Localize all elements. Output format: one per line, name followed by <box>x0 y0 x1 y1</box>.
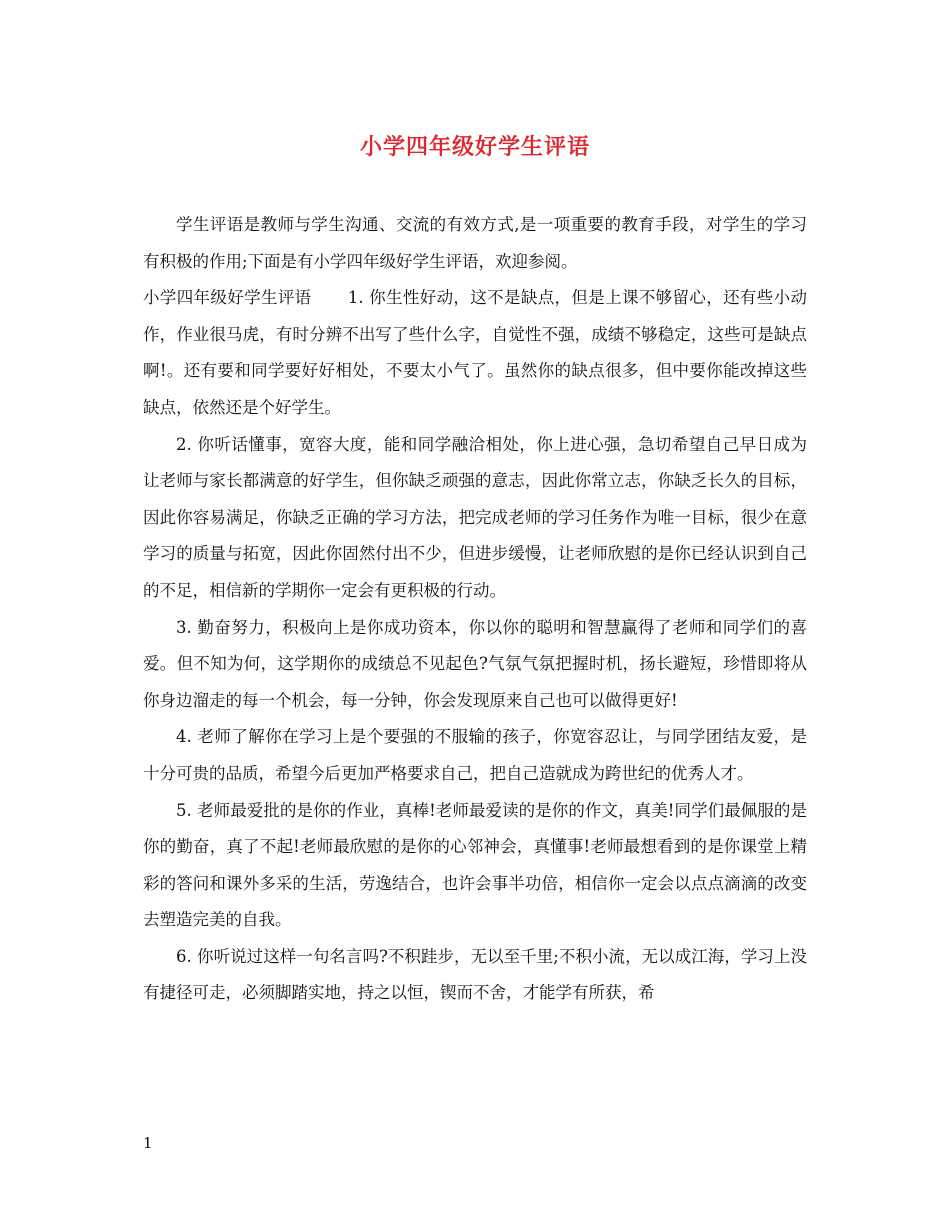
item-1-paragraph <box>143 280 807 426</box>
item-2-paragraph: 2. 你听话懂事，宽容大度，能和同学融洽相处，你上进心强，急切希望自己早日成为让老师与家长都满意的好学生，但你缺乏顽强的意志，因此你常立志，你缺乏长久的目标，因此你容易满足，你缺乏正确的学习方法，把完成老师的学习任务作为唯一目标，很少在意学习的质量与拓宽，因此你固然付出不少，但进步缓慢，让老师欣慰的是你已经认识到自己的不足，相信新的学期你一定会有更积极的行动。 <box>143 434 807 600</box>
page-number: 1 <box>143 1134 153 1152</box>
item-1-text: 1. 你生性好动，这不是缺点，但是上课不够留心，还有些小动作，作业很马虎，有时分辨不出写了些什么字，自觉性不强，成绩不够稳定，这些可是缺点啊!。还有要和同学要好好相处，不要太小气了。虽然你的缺点很多，但中要你能改掉这些缺点，依然还是个好学生。 <box>143 288 807 417</box>
item-6-paragraph: 6. 你听说过这样一句名言吗?不积跬步，无以至千里;不积小流，无以成江海，学习上没有捷径可走，必须脚踏实地，持之以恒，锲而不舍，才能学有所获，希 <box>143 946 807 1003</box>
document-body <box>143 207 807 1012</box>
item-3-paragraph: 3. 勤奋努力，积极向上是你成功资本，你以你的聪明和智慧赢得了老师和同学们的喜爱。但不知为何，这学期你的成绩总不见起色?气氛气氛把握时机，扬长避短，珍惜即将从你身边溜走的每一个机会，每一分钟，你会发现原来自己也可以做得更好! <box>143 617 807 710</box>
item-5-paragraph: 5. 老师最爱批的是你的作业，真棒!老师最爱读的是你的作文，真美!同学们最佩服的是你的勤奋，真了不起!老师最欣慰的是你的心邻神会，真懂事!老师最想看到的是你课堂上精彩的答问和课外多采的生活，劳逸结合，也许会事半功倍，相信你一定会以点点滴滴的改变去塑造完美的自我。 <box>143 800 807 930</box>
section-heading: 小学四年级好学生评语 <box>143 288 312 308</box>
document-title: 小学四年级好学生评语 <box>359 134 590 160</box>
intro-paragraph: 学生评语是教师与学生沟通、交流的有效方式,是一项重要的教育手段，对学生的学习有积极的作用;下面是有小学四年级好学生评语，欢迎参阅。 <box>143 215 807 271</box>
item-4-paragraph: 4. 老师了解你在学习上是个要强的不服输的孩子，你宽容忍让，与同学团结友爱，是十分可贵的品质，希望今后更加严格要求自己，把自己造就成为跨世纪的优秀人才。 <box>143 727 807 783</box>
